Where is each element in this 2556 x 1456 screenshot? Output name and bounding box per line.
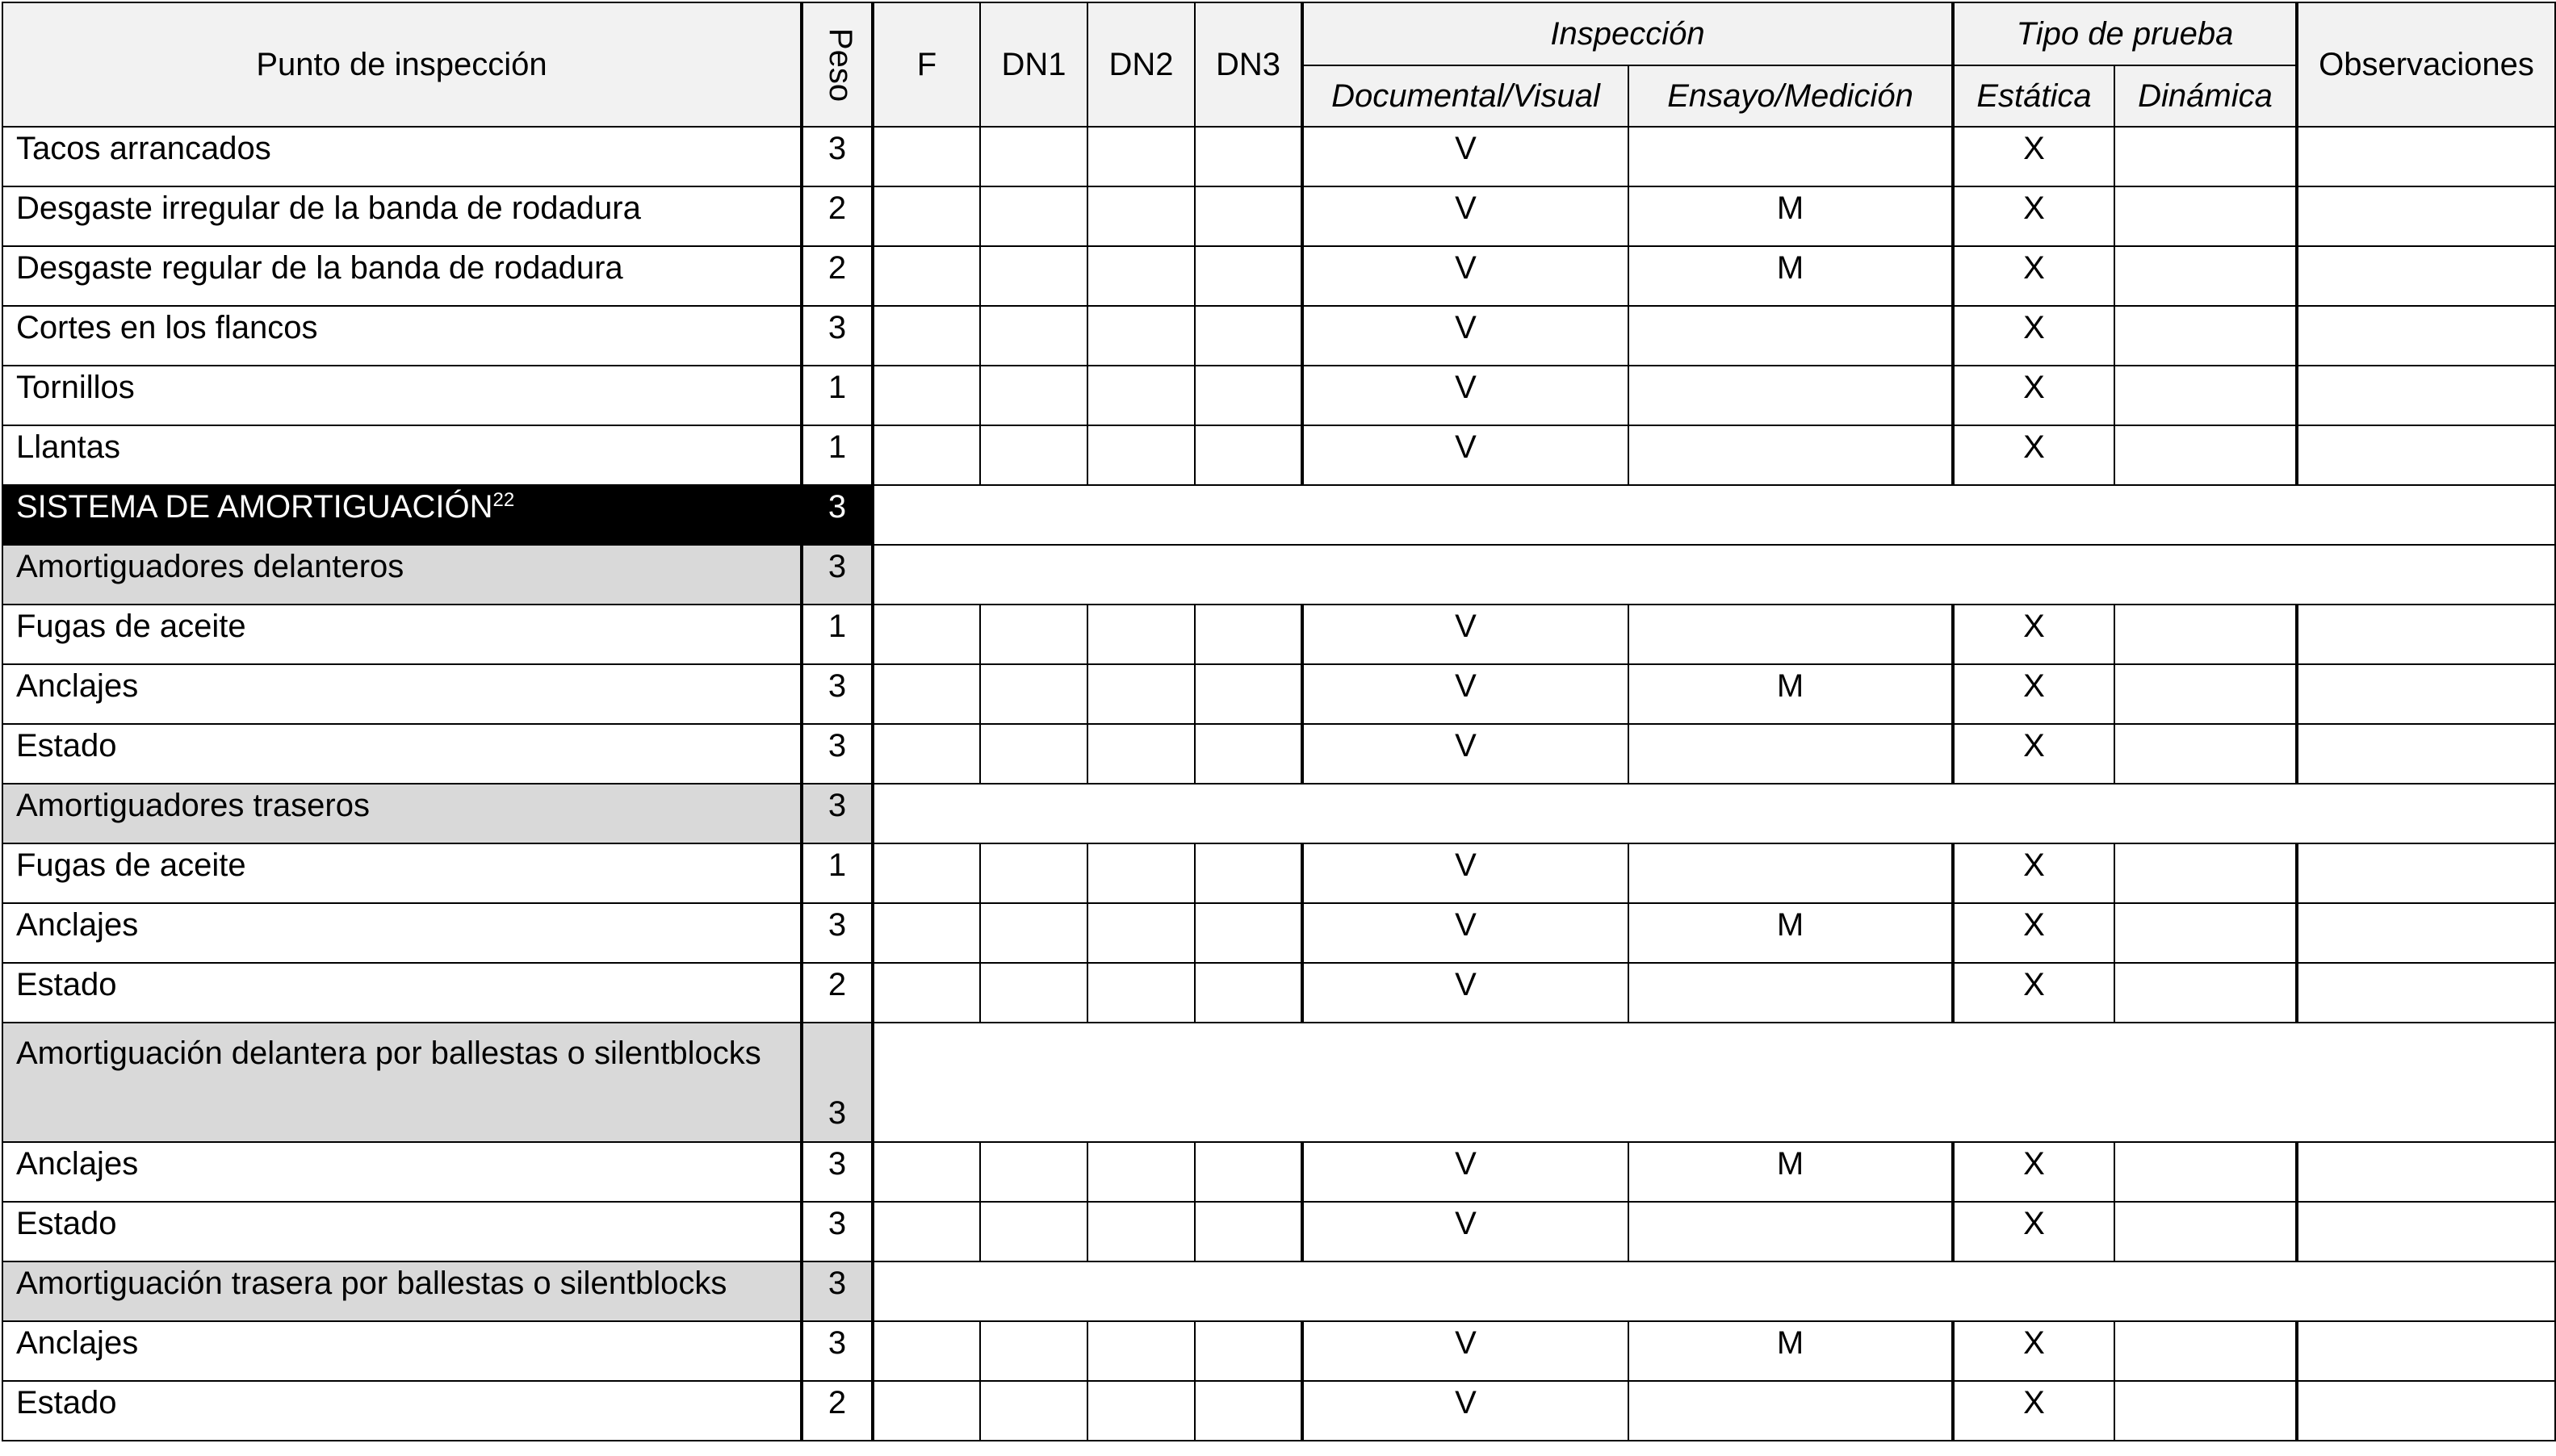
estatica-cell: X <box>1953 1142 2114 1202</box>
header-documental-visual: Documental/Visual <box>1302 65 1628 127</box>
f-cell <box>873 664 980 724</box>
observaciones-cell <box>2297 1202 2555 1261</box>
table-row <box>2 1321 2555 1381</box>
dn3-cell <box>1195 605 1302 664</box>
section-blank-cell <box>873 1261 2555 1321</box>
dn3-cell <box>1195 186 1302 246</box>
table-row <box>2 186 2555 246</box>
inspection-table <box>2 2 2556 1441</box>
inspection-point: Anclajes <box>2 1321 802 1381</box>
table-row <box>2 903 2555 963</box>
section-label <box>2 1023 802 1142</box>
observaciones-cell <box>2297 903 2555 963</box>
dn3-cell <box>1195 1321 1302 1381</box>
footnote-ref: 22 <box>492 489 515 511</box>
dn2-cell <box>1087 724 1195 784</box>
dinamica-cell <box>2114 605 2297 664</box>
peso-cell: 3 <box>802 545 873 605</box>
section-blank-cell <box>873 1023 2555 1142</box>
medicion-cell <box>1628 127 1953 186</box>
header-dinamica: Dinámica <box>2114 65 2297 127</box>
f-cell <box>873 246 980 306</box>
visual-cell: V <box>1302 425 1628 485</box>
dn3-cell <box>1195 1381 1302 1441</box>
subsection-header-row <box>2 1023 2555 1142</box>
f-cell <box>873 425 980 485</box>
medicion-cell <box>1628 306 1953 366</box>
medicion-cell <box>1628 1381 1953 1441</box>
estatica-cell: X <box>1953 724 2114 784</box>
visual-cell: V <box>1302 843 1628 903</box>
section-label <box>2 1261 802 1321</box>
dn1-cell <box>980 1142 1087 1202</box>
observaciones-cell <box>2297 186 2555 246</box>
visual-cell: V <box>1302 903 1628 963</box>
observaciones-cell <box>2297 664 2555 724</box>
inspection-point: Estado <box>2 1381 802 1441</box>
estatica-cell: X <box>1953 1381 2114 1441</box>
dn2-cell <box>1087 246 1195 306</box>
peso-cell: 2 <box>802 1381 873 1441</box>
inspection-point: Llantas <box>2 425 802 485</box>
dn2-cell <box>1087 963 1195 1023</box>
dn3-cell <box>1195 664 1302 724</box>
peso-cell: 3 <box>802 664 873 724</box>
medicion-cell: M <box>1628 1321 1953 1381</box>
peso-cell: 3 <box>802 1023 873 1142</box>
dn3-cell <box>1195 724 1302 784</box>
f-cell <box>873 724 980 784</box>
dinamica-cell <box>2114 127 2297 186</box>
estatica-cell: X <box>1953 127 2114 186</box>
estatica-cell: X <box>1953 425 2114 485</box>
dn2-cell <box>1087 1142 1195 1202</box>
f-cell <box>873 605 980 664</box>
peso-cell: 1 <box>802 843 873 903</box>
dn1-cell <box>980 1321 1087 1381</box>
peso-cell: 3 <box>802 1261 873 1321</box>
estatica-cell: X <box>1953 186 2114 246</box>
dn2-cell <box>1087 186 1195 246</box>
section-blank-cell <box>873 545 2555 605</box>
estatica-cell: X <box>1953 306 2114 366</box>
dn1-cell <box>980 1381 1087 1441</box>
table-row <box>2 664 2555 724</box>
observaciones-cell <box>2297 366 2555 425</box>
subsection-header-row <box>2 784 2555 843</box>
header-observaciones: Observaciones <box>2297 2 2555 127</box>
medicion-cell: M <box>1628 903 1953 963</box>
visual-cell: V <box>1302 605 1628 664</box>
subsection-header-row <box>2 545 2555 605</box>
peso-cell: 3 <box>802 903 873 963</box>
table-row <box>2 1142 2555 1202</box>
dn1-cell <box>980 127 1087 186</box>
section-label-text: Amortiguación delantera por ballestas o silentblocks <box>16 1036 761 1071</box>
header-inspeccion: Inspección <box>1302 2 1953 65</box>
header-dn1: DN1 <box>980 2 1087 127</box>
table-row <box>2 963 2555 1023</box>
visual-cell: V <box>1302 1321 1628 1381</box>
header-peso-label: Peso <box>823 27 859 102</box>
observaciones-cell <box>2297 425 2555 485</box>
medicion-cell <box>1628 425 1953 485</box>
f-cell <box>873 843 980 903</box>
table-row <box>2 724 2555 784</box>
section-label-text: Amortiguadores traseros <box>16 788 370 823</box>
visual-cell: V <box>1302 246 1628 306</box>
observaciones-cell <box>2297 724 2555 784</box>
dn3-cell <box>1195 1142 1302 1202</box>
inspection-point: Tacos arrancados <box>2 127 802 186</box>
dinamica-cell <box>2114 963 2297 1023</box>
f-cell <box>873 366 980 425</box>
f-cell <box>873 903 980 963</box>
header-ensayo-medicion: Ensayo/Medición <box>1628 65 1953 127</box>
medicion-cell <box>1628 963 1953 1023</box>
table-row <box>2 127 2555 186</box>
header-dn3: DN3 <box>1195 2 1302 127</box>
peso-cell: 3 <box>802 1321 873 1381</box>
f-cell <box>873 963 980 1023</box>
medicion-cell <box>1628 1202 1953 1261</box>
peso-cell: 2 <box>802 186 873 246</box>
visual-cell: V <box>1302 306 1628 366</box>
medicion-cell: M <box>1628 664 1953 724</box>
dn2-cell <box>1087 1202 1195 1261</box>
table-row <box>2 605 2555 664</box>
section-label <box>2 784 802 843</box>
peso-cell: 2 <box>802 963 873 1023</box>
inspection-point: Desgaste regular de la banda de rodadura <box>2 246 802 306</box>
table-row <box>2 306 2555 366</box>
peso-cell: 3 <box>802 784 873 843</box>
dn2-cell <box>1087 843 1195 903</box>
inspection-point: Desgaste irregular de la banda de rodadura <box>2 186 802 246</box>
visual-cell: V <box>1302 963 1628 1023</box>
dn2-cell <box>1087 127 1195 186</box>
medicion-cell: M <box>1628 1142 1953 1202</box>
dn1-cell <box>980 843 1087 903</box>
header-punto: Punto de inspección <box>2 2 802 127</box>
f-cell <box>873 127 980 186</box>
dn2-cell <box>1087 366 1195 425</box>
visual-cell: V <box>1302 127 1628 186</box>
dn3-cell <box>1195 1202 1302 1261</box>
peso-cell: 1 <box>802 605 873 664</box>
table-row <box>2 843 2555 903</box>
table-row <box>2 1202 2555 1261</box>
visual-cell: V <box>1302 1202 1628 1261</box>
estatica-cell: X <box>1953 664 2114 724</box>
f-cell <box>873 186 980 246</box>
inspection-point: Fugas de aceite <box>2 843 802 903</box>
f-cell <box>873 306 980 366</box>
inspection-point: Anclajes <box>2 903 802 963</box>
dn3-cell <box>1195 306 1302 366</box>
dn3-cell <box>1195 903 1302 963</box>
estatica-cell: X <box>1953 246 2114 306</box>
table-body <box>2 127 2555 1441</box>
dn1-cell <box>980 903 1087 963</box>
table-row <box>2 1381 2555 1441</box>
peso-cell: 3 <box>802 1142 873 1202</box>
medicion-cell <box>1628 605 1953 664</box>
inspection-point: Tornillos <box>2 366 802 425</box>
header-estatica: Estática <box>1953 65 2114 127</box>
dinamica-cell <box>2114 1321 2297 1381</box>
dn1-cell <box>980 963 1087 1023</box>
estatica-cell: X <box>1953 605 2114 664</box>
dinamica-cell <box>2114 366 2297 425</box>
estatica-cell: X <box>1953 1202 2114 1261</box>
inspection-point: Anclajes <box>2 1142 802 1202</box>
peso-cell: 1 <box>802 366 873 425</box>
dn1-cell <box>980 306 1087 366</box>
table-row <box>2 425 2555 485</box>
dn2-cell <box>1087 1321 1195 1381</box>
peso-cell: 3 <box>802 306 873 366</box>
dn1-cell <box>980 1202 1087 1261</box>
dn2-cell <box>1087 903 1195 963</box>
dinamica-cell <box>2114 306 2297 366</box>
header-tipo-prueba: Tipo de prueba <box>1953 2 2297 65</box>
section-header-row <box>2 485 2555 545</box>
dn3-cell <box>1195 425 1302 485</box>
dn2-cell <box>1087 605 1195 664</box>
dn1-cell <box>980 366 1087 425</box>
estatica-cell: X <box>1953 843 2114 903</box>
peso-cell: 1 <box>802 425 873 485</box>
inspection-point: Cortes en los flancos <box>2 306 802 366</box>
estatica-cell: X <box>1953 903 2114 963</box>
dn2-cell <box>1087 306 1195 366</box>
section-blank-cell <box>873 485 2555 545</box>
dinamica-cell <box>2114 664 2297 724</box>
observaciones-cell <box>2297 843 2555 903</box>
dn3-cell <box>1195 963 1302 1023</box>
dn1-cell <box>980 246 1087 306</box>
visual-cell: V <box>1302 664 1628 724</box>
dinamica-cell <box>2114 1381 2297 1441</box>
dn3-cell <box>1195 366 1302 425</box>
section-label <box>2 545 802 605</box>
section-label-text: Amortiguación trasera por ballestas o silentblocks <box>16 1266 727 1301</box>
dinamica-cell <box>2114 903 2297 963</box>
peso-cell: 3 <box>802 1202 873 1261</box>
inspection-point: Estado <box>2 724 802 784</box>
dinamica-cell <box>2114 724 2297 784</box>
estatica-cell: X <box>1953 366 2114 425</box>
f-cell <box>873 1321 980 1381</box>
inspection-point: Estado <box>2 1202 802 1261</box>
dinamica-cell <box>2114 1142 2297 1202</box>
dn1-cell <box>980 186 1087 246</box>
dn1-cell <box>980 425 1087 485</box>
table-row <box>2 366 2555 425</box>
section-label <box>2 485 802 545</box>
visual-cell: V <box>1302 1381 1628 1441</box>
visual-cell: V <box>1302 1142 1628 1202</box>
section-label-text: SISTEMA DE AMORTIGUACIÓN <box>16 489 493 525</box>
f-cell <box>873 1142 980 1202</box>
visual-cell: V <box>1302 186 1628 246</box>
dinamica-cell <box>2114 1202 2297 1261</box>
dn2-cell <box>1087 664 1195 724</box>
visual-cell: V <box>1302 366 1628 425</box>
medicion-cell <box>1628 724 1953 784</box>
dn2-cell <box>1087 1381 1195 1441</box>
estatica-cell: X <box>1953 1321 2114 1381</box>
peso-cell: 3 <box>802 724 873 784</box>
estatica-cell: X <box>1953 963 2114 1023</box>
inspection-point: Fugas de aceite <box>2 605 802 664</box>
section-blank-cell <box>873 784 2555 843</box>
section-label-text: Amortiguadores delanteros <box>16 549 404 584</box>
peso-cell: 3 <box>802 485 873 545</box>
f-cell <box>873 1202 980 1261</box>
observaciones-cell <box>2297 127 2555 186</box>
dinamica-cell <box>2114 843 2297 903</box>
dn2-cell <box>1087 425 1195 485</box>
observaciones-cell <box>2297 1381 2555 1441</box>
medicion-cell <box>1628 366 1953 425</box>
header-dn2: DN2 <box>1087 2 1195 127</box>
inspection-point: Estado <box>2 963 802 1023</box>
dinamica-cell <box>2114 186 2297 246</box>
dn1-cell <box>980 664 1087 724</box>
dn3-cell <box>1195 127 1302 186</box>
header-f: F <box>873 2 980 127</box>
dn1-cell <box>980 605 1087 664</box>
observaciones-cell <box>2297 1321 2555 1381</box>
observaciones-cell <box>2297 1142 2555 1202</box>
f-cell <box>873 1381 980 1441</box>
table-header <box>2 2 2555 127</box>
dinamica-cell <box>2114 425 2297 485</box>
visual-cell: V <box>1302 724 1628 784</box>
peso-cell: 3 <box>802 127 873 186</box>
dn3-cell <box>1195 843 1302 903</box>
observaciones-cell <box>2297 306 2555 366</box>
peso-cell: 2 <box>802 246 873 306</box>
observaciones-cell <box>2297 246 2555 306</box>
inspection-point: Anclajes <box>2 664 802 724</box>
table-row <box>2 246 2555 306</box>
dn3-cell <box>1195 246 1302 306</box>
medicion-cell: M <box>1628 186 1953 246</box>
header-peso <box>802 2 873 127</box>
dinamica-cell <box>2114 246 2297 306</box>
medicion-cell: M <box>1628 246 1953 306</box>
medicion-cell <box>1628 843 1953 903</box>
observaciones-cell <box>2297 963 2555 1023</box>
dn1-cell <box>980 724 1087 784</box>
subsection-header-row <box>2 1261 2555 1321</box>
observaciones-cell <box>2297 605 2555 664</box>
